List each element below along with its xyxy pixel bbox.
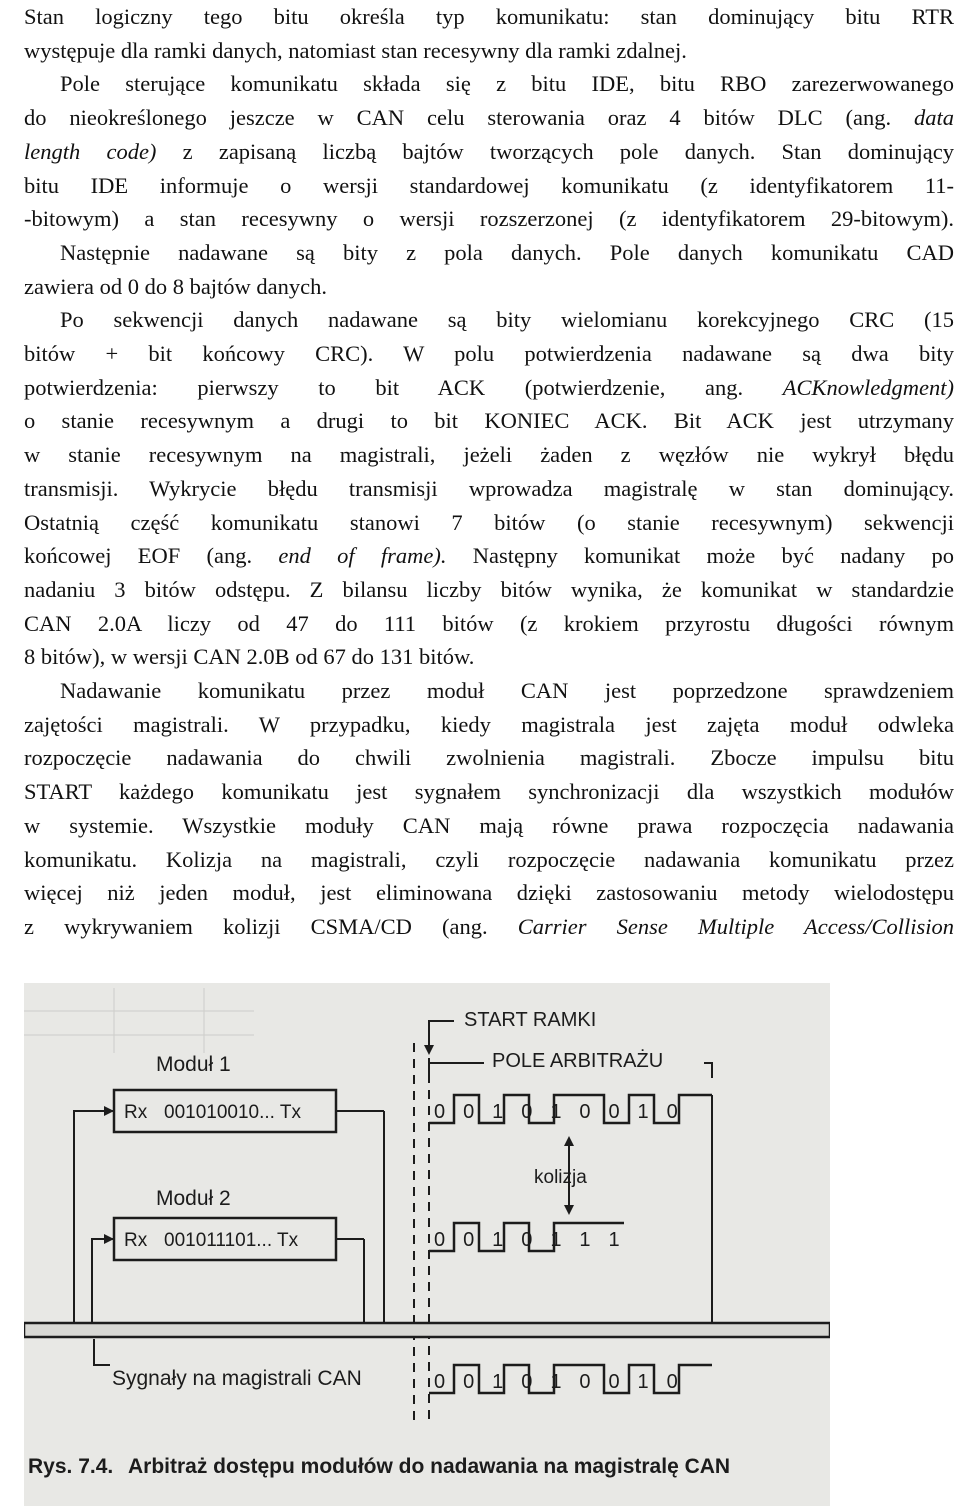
module1-rx-arrow-icon	[104, 1106, 114, 1116]
start-arrow-icon	[424, 1045, 434, 1055]
paragraph-line: Stan logiczny tego bitu określa typ komunikatu: stan dominujący bitu RTR	[24, 4, 954, 29]
paragraph-line: zajętości magistrali. W przypadku, kiedy magistrala jest zajęta moduł odwleka	[24, 711, 954, 737]
paragraph-line: w systemie. Wszystkie moduły CAN mają równe prawa rozpoczęcia nadawania	[24, 812, 954, 838]
paragraph-line: Następnie nadawane są bity z pola danych. Pole danych komunikatu CAD	[60, 239, 954, 265]
paragraph-line: Po sekwencji danych nadawane są bity wielomianu korekcyjnego CRC (15	[60, 307, 954, 333]
paragraph-line: CAN 2.0A liczy od 47 do 111 bitów (z krokiem przyrostu długości równym	[24, 610, 954, 636]
can-arbitration-figure	[24, 983, 830, 1506]
body-text	[24, 0, 954, 944]
paragraph-line: do nieokreślonego jeszcze w CAN celu sterowania oraz 4 bitów DLC (ang. data	[24, 105, 954, 131]
figure-caption-number: Rys. 7.4.	[28, 1455, 114, 1478]
module1-label: Moduł 1	[156, 1053, 231, 1076]
module1-waveform-bits: 0 0 1 0 1 0 0 1 0	[434, 1101, 684, 1123]
module2-bits: 001011101... Tx	[164, 1230, 299, 1251]
timing-dashed-lines	[414, 1043, 429, 1423]
collision-arrow-down-icon	[564, 1205, 574, 1215]
figure-diagram	[24, 983, 830, 1506]
start-arrow-line	[429, 1021, 454, 1045]
paragraph-line: Nadawanie komunikatu przez moduł CAN jest poprzedzone sprawdzeniem	[60, 678, 954, 704]
module2-rx-line	[92, 1239, 114, 1323]
background-table-icon	[24, 988, 254, 1053]
module2-rx-arrow-icon	[104, 1234, 114, 1244]
paragraph-line: Pole sterujące komunikatu składa się z bitu IDE, bitu RBO zarezerwowanego	[60, 71, 954, 97]
start-frame-label: START RAMKI	[464, 1009, 597, 1031]
paragraph-line: bitów + bit końcowy CRC). W polu potwierdzenia nadawane są dwa bity	[24, 341, 954, 367]
figure-caption-text: Arbitraż dostępu modułów do nadawania na magistralę CAN	[128, 1455, 731, 1478]
collision-arrow-up-icon	[564, 1136, 574, 1146]
module2-label: Moduł 2	[156, 1187, 231, 1210]
module1-rx-line	[74, 1111, 114, 1323]
paragraph-line: zawiera od 0 do 8 bajtów danych.	[24, 273, 328, 299]
paragraph-line: z wykrywaniem kolizji CSMA/CD (ang. Carrier Sense Multiple Access/Collision	[24, 913, 954, 939]
paragraph-line: końcowej EOF (ang. end of frame). Następny komunikat może być nadany po	[24, 543, 954, 569]
paragraph-line: bitu IDE informuje o wersji standardowej komunikatu (z identyfikatorem 11-	[24, 172, 954, 198]
bus-waveform-bits: 0 0 1 0 1 0 0 1 0	[434, 1371, 684, 1393]
collision-label: kolizja	[534, 1167, 587, 1188]
paragraph-line: rozpoczęcie nadawania do chwili zwolnienia magistrali. Zbocze impulsu bitu	[24, 745, 954, 771]
bus-label-pointer	[94, 1339, 110, 1365]
module1-bits: 001010010... Tx	[164, 1102, 301, 1123]
module1-rx-label: Rx	[124, 1102, 148, 1123]
paragraph-line: nadaniu 3 bitów odstępu. Z bilansu liczby bitów wynika, że komunikat w standardzie	[24, 576, 954, 602]
paragraph-line: -bitowym) a stan recesywny o wersji rozszerzonej (z identyfikatorem 29-bitowym).	[24, 206, 954, 232]
can-bus-line	[24, 1323, 830, 1337]
paragraph-line: START każdego komunikatu jest sygnałem synchronizacji dla wszystkich modułów	[24, 779, 954, 805]
paragraph-line: w stanie recesywnym na magistrali, jeżeli żaden z węzłów nie wykrył błędu	[24, 442, 954, 468]
paragraph-line: transmisji. Wykrycie błędu transmisji wprowadza magistralę w stan dominujący.	[24, 475, 954, 501]
paragraph-line: Ostatnią część komunikatu stanowi 7 bitów (o stanie recesywnym) sekwencji	[24, 509, 954, 535]
paragraph-line: potwierdzenia: pierwszy to bit ACK (potwierdzenie, ang. ACKnowledgment)	[24, 374, 954, 400]
paragraph-line: komunikatu. Kolizja na magistrali, czyli rozpoczęcie nadawania komunikatu przez	[24, 846, 954, 872]
bus-signals-label: Sygnały na magistrali CAN	[112, 1367, 362, 1390]
arbitration-label: POLE ARBITRAŻU	[492, 1050, 664, 1072]
module2-waveform-bits: 0 0 1 0 1 1 1	[434, 1229, 626, 1251]
paragraph-line: 8 bitów), w wersji CAN 2.0B od 67 do 131 bitów.	[24, 644, 475, 670]
paragraph-line: więcej niż jeden moduł, jest eliminowana dzięki zastosowaniu metody wielodostępu	[24, 880, 954, 906]
paragraph-line: występuje dla ramki danych, natomiast stan recesywny dla ramki zdalnej.	[24, 37, 687, 63]
module2-rx-label: Rx	[124, 1230, 148, 1251]
paragraph-line: length code) z zapisaną liczbą bajtów tworzących pole danych. Stan dominujący	[24, 138, 954, 164]
paragraph-line: o stanie recesywnym a drugi to bit KONIEC ACK. Bit ACK jest utrzymany	[24, 408, 954, 434]
